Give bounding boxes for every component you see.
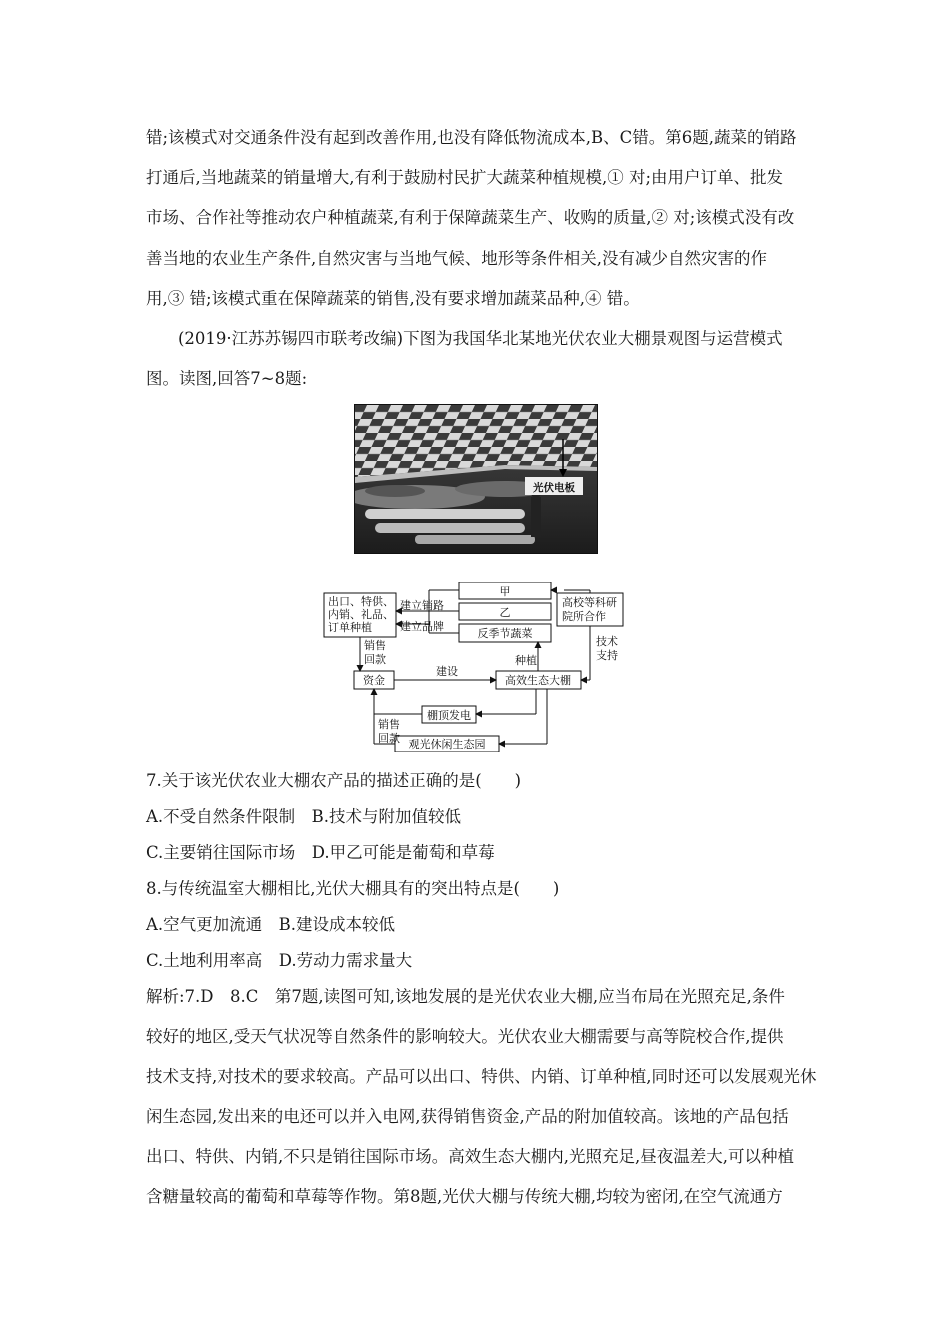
greenhouse-photo-drawing — [355, 405, 597, 553]
explanation-line-4: 善当地的农业生产条件,自然灾害与当地气候、地形等条件相关,没有减少自然灾害的作 — [146, 249, 767, 268]
q7-options-cd: C.主要销往国际市场 D.甲乙可能是葡萄和草莓 — [146, 843, 495, 862]
intro-line-2: 图。读图,回答7~8题: — [146, 369, 308, 388]
label-power: 棚顶发电 — [427, 709, 471, 722]
q7-stem: 7.关于该光伏农业大棚农产品的描述正确的是( ) — [146, 771, 522, 790]
label-sales-2a: 销售 — [378, 718, 400, 731]
market-line-3: 订单种植 — [328, 621, 372, 634]
label-greenhouse: 高效生态大棚 — [505, 674, 571, 687]
analysis-line-6: 含糖量较高的葡萄和草莓等作物。第8题,光伏大棚与传统大棚,均较为密闭,在空气流通方 — [146, 1187, 783, 1206]
operating-model-flowchart — [318, 582, 644, 752]
q8-options-cd: C.土地利用率高 D.劳动力需求量大 — [146, 951, 413, 970]
greenhouse-photo — [354, 404, 598, 554]
analysis-line-4: 闲生态园,发出来的电还可以并入电网,获得销售资金,产品的附加值较高。该地的产品包括 — [146, 1107, 789, 1126]
analysis-line-3: 技术支持,对技术的要求较高。产品可以出口、特供、内销、订单种植,同时还可以发展观光休 — [146, 1067, 817, 1086]
market-line-1: 出口、特供、 — [328, 595, 394, 608]
research-line-1: 高校等科研 — [562, 596, 617, 609]
explanation-line-3: 市场、合作社等推动农户种植蔬菜,有利于保障蔬菜生产、收购的质量,② 对;该模式没有改 — [146, 208, 795, 227]
explanation-line-5: 用,③ 错;该模式重在保障蔬菜的销售,没有要求增加蔬菜品种,④ 错。 — [146, 289, 640, 308]
q8-stem: 8.与传统温室大棚相比,光伏大棚具有的突出特点是( ) — [146, 879, 560, 898]
photo-label-pv-panel: 光伏电板 — [533, 482, 575, 494]
label-yi: 乙 — [499, 606, 511, 619]
label-planting: 种植 — [515, 654, 537, 667]
explanation-line-2: 打通后,当地蔬菜的销量增大,有利于鼓励村民扩大蔬菜种植规模,① 对;由用户订单、批发 — [146, 168, 784, 187]
operating-model-diagram — [318, 582, 644, 752]
label-build-brand: 建立品牌 — [400, 620, 444, 633]
research-line-2: 院所合作 — [562, 610, 606, 623]
label-sales-1b: 回款 — [364, 653, 386, 666]
label-build-sales: 建立销路 — [400, 599, 444, 612]
explanation-line-1: 错;该模式对交通条件没有起到改善作用,也没有降低物流成本,B、C错。第6题,蔬菜的销路 — [146, 128, 797, 147]
label-funds: 资金 — [363, 674, 385, 687]
label-fanji: 反季节蔬菜 — [477, 627, 533, 640]
label-sightseeing: 观光休闲生态园 — [408, 738, 486, 751]
analysis-line-1: 解析:7.D 8.C 第7题,读图可知,该地发展的是光伏农业大棚,应当布局在光照充足,条件 — [146, 987, 785, 1006]
analysis-line-5: 出口、特供、内销,不只是销往国际市场。高效生态大棚内,光照充足,昼夜温差大,可以种植 — [146, 1147, 794, 1166]
label-jia: 甲 — [499, 585, 511, 598]
label-tech-1: 技术 — [596, 635, 618, 648]
label-sales-1a: 销售 — [364, 639, 386, 652]
intro-line-1: (2019·江苏苏锡四市联考改编)下图为我国华北某地光伏农业大棚景观图与运营模式 — [178, 329, 783, 348]
q7-options-ab: A.不受自然条件限制 B.技术与附加值较低 — [146, 807, 462, 826]
label-tech-2: 支持 — [596, 649, 618, 662]
q8-options-ab: A.空气更加流通 B.建设成本较低 — [146, 915, 396, 934]
label-construction: 建设 — [436, 665, 458, 678]
label-sales-2b: 回款 — [378, 732, 400, 745]
market-line-2: 内销、礼品、 — [328, 608, 394, 621]
analysis-line-2: 较好的地区,受天气状况等自然条件的影响较大。光伏农业大棚需要与高等院校合作,提供 — [146, 1027, 784, 1046]
